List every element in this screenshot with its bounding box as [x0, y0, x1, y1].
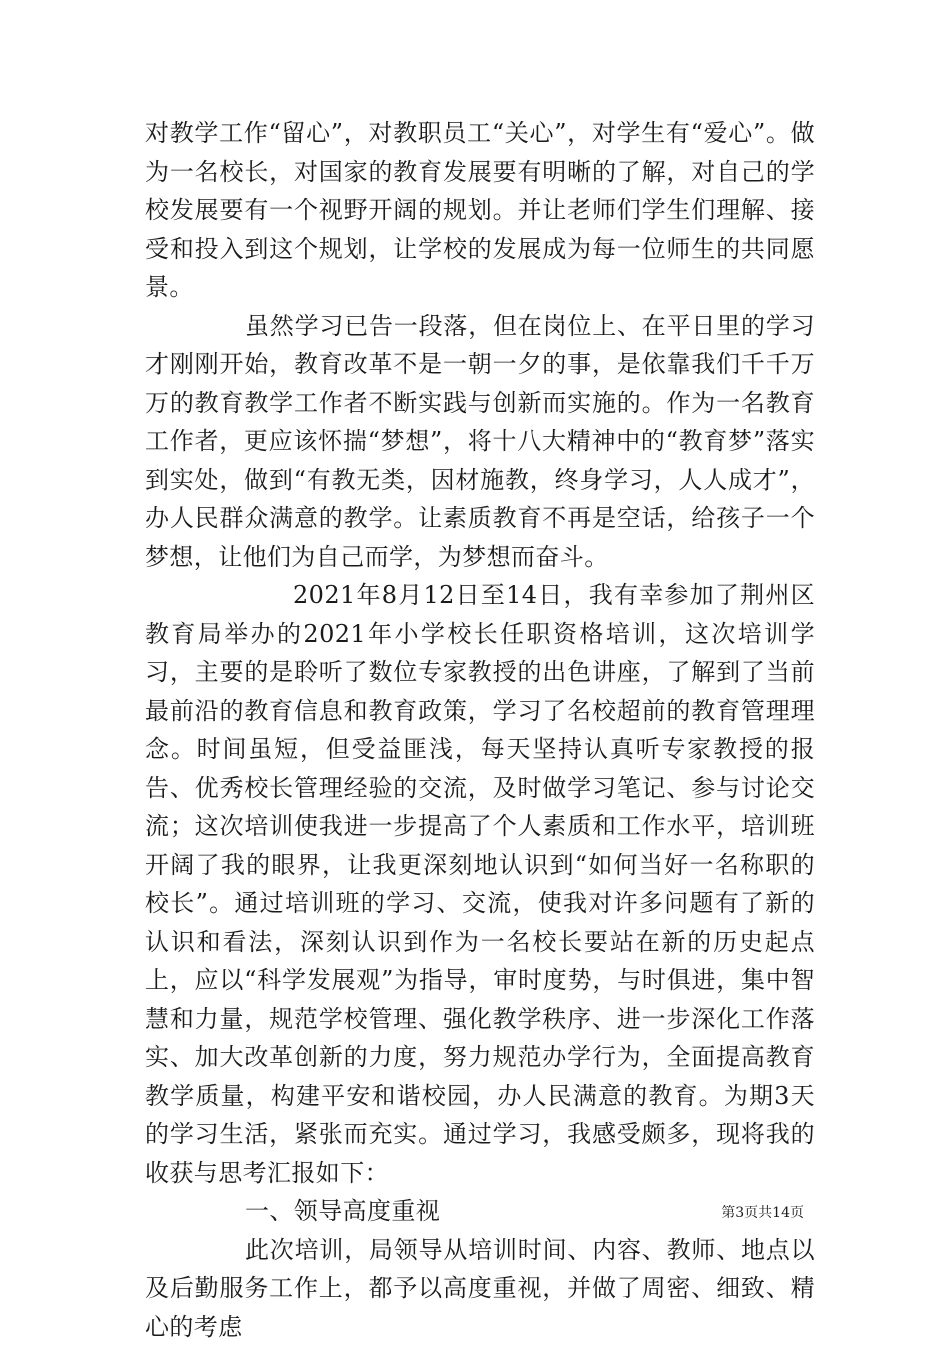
paragraph-1: 对教学工作“留心”，对教职员工“关心”，对学生有“爱心”。做为一名校长，对国家的教育发展要有明晰的了解，对自己的学校发展要有一个视野开阔的规划。并让老师们学生们理解、接受和投入到这个规划，让学校的发展成为每一位师生的共同愿景。	[145, 114, 815, 307]
paragraph-4: 此次培训，局领导从培训时间、内容、教师、地点以及后勤服务工作上，都予以高度重视，并做了周密、细致、精心的考虑	[145, 1231, 815, 1346]
paragraph-2: 虽然学习已告一段落，但在岗位上、在平日里的学习才刚刚开始，教育改革不是一朝一夕的事，是依靠我们千千万万的教育教学工作者不断实践与创新而实施的。作为一名教育工作者，更应该怀揣“梦想”，将十八大精神中的“教育梦”落实到实处，做到“有教无类，因材施教，终身学习，人人成才”，办人民群众满意的教学。让素质教育不再是空话，给孩子一个梦想，让他们为自己而学，为梦想而奋斗。	[145, 307, 815, 577]
page-number: 第3页共14页	[721, 1202, 804, 1222]
paragraph-3: 2021年8月12日至14日，我有幸参加了荆州区教育局举办的2021年小学校长任职资格培训，这次培训学习，主要的是聆听了数位专家教授的出色讲座，了解到了当前最前沿的教育信息和教育政策，学习了名校超前的教育管理理念。时间虽短，但受益匪浅，每天坚持认真听专家教授的报告、优秀校长管理经验的交流，及时做学习笔记、参与讨论交流；这次培训使我进一步提高了个人素质和工作水平，培训班开阔了我的眼界，让我更深刻地认识到“如何当好一名称职的校长”。通过培训班的学习、交流，使我对许多问题有了新的认识和看法，深刻认识到作为一名校长要站在新的历史起点上，应以“科学发展观”为指导，审时度势，与时俱进，集中智慧和力量，规范学校管理、强化教学秩序、进一步深化工作落实、加大改革创新的力度，努力规范办学行为，全面提高教育教学质量，构建平安和谐校园，办人民满意的教育。为期3天的学习生活，紧张而充实。通过学习，我感受颇多，现将我的收获与思考汇报如下：	[145, 576, 815, 1192]
document-body	[145, 114, 815, 1346]
section-heading: 一、领导高度重视	[145, 1192, 815, 1231]
